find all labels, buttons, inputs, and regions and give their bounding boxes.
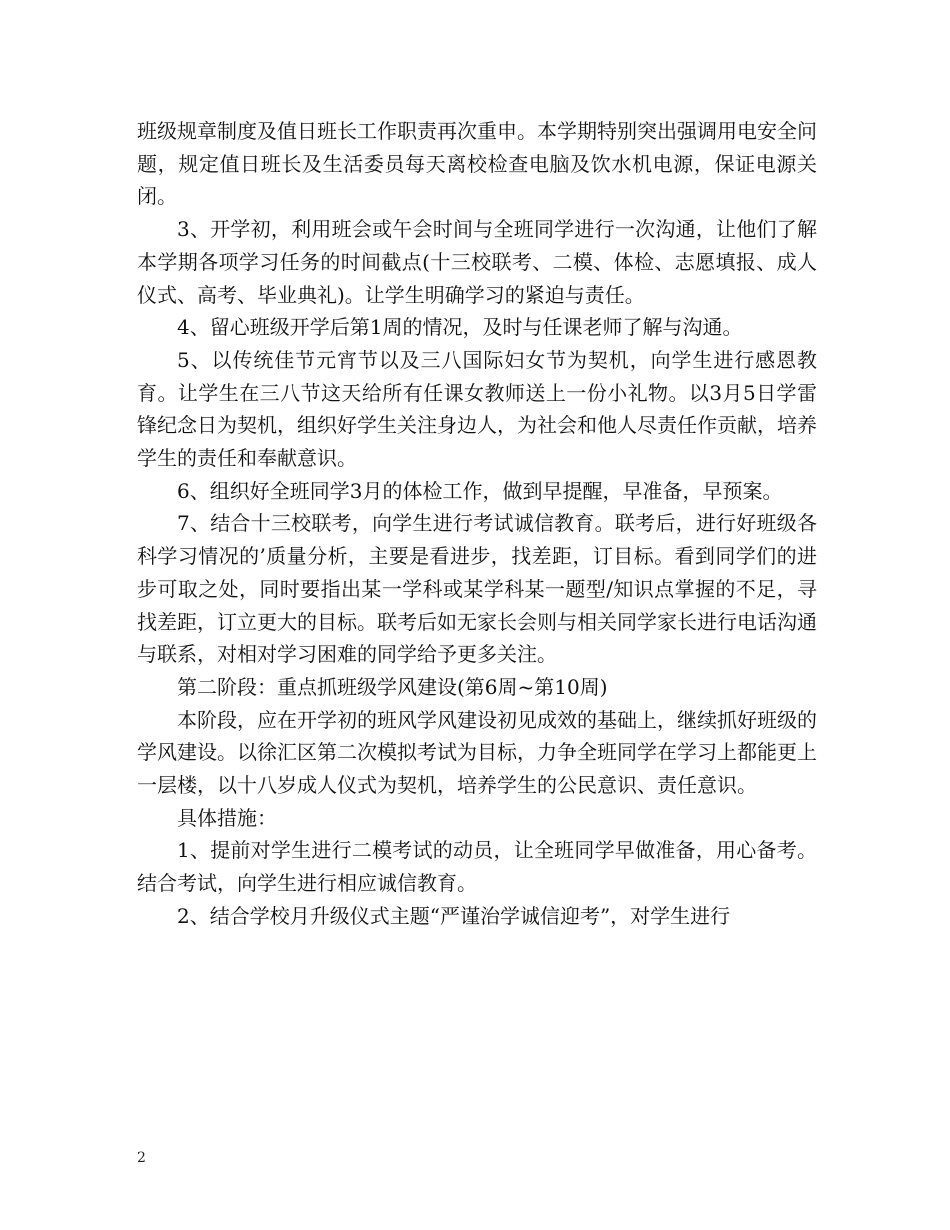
paragraph-5: 6、组织好全班同学3月的体检工作，做到早提醒，早准备，早预案。 xyxy=(177,478,783,503)
paragraph-3: 4、留心班级开学后第1周的情况，及时与任课老师了解与沟通。 xyxy=(177,315,743,340)
paragraph-8: 本阶段，应在开学初的班风学风建设初见成效的基础上，继续抓好班级的学风建设。以徐汇区第二次模拟考试为目标，力争全班同学在学习上都能更上一层楼，以十八岁成人仪式为契机，培养学生的公民意识、责任意识。 xyxy=(137,707,817,798)
document-body xyxy=(137,115,817,933)
paragraph-4: 5、以传统佳节元宵节以及三八国际妇女节为契机，向学生进行感恩教育。让学生在三八节这天给所有任课女教师送上一份小礼物。以3月5日学雷锋纪念日为契机，组织好学生关注身边人，为社会和他人尽责任作贡献，培养学生的责任和奉献意识。 xyxy=(137,347,817,471)
paragraph-11: 2、结合学校月升级仪式主题“严谨治学诚信迎考”，对学生进行 xyxy=(177,903,731,928)
measures-heading: 具体措施： xyxy=(177,805,277,830)
paragraph-2: 3、开学初，利用班会或午会时间与全班同学进行一次沟通，让他们了解本学期各项学习任务的时间截点(十三校联考、二模、体检、志愿填报、成人仪式、高考、毕业典礼)。让学生明确学习的紧迫与责任。 xyxy=(137,217,817,307)
page-number: 2 xyxy=(137,1150,146,1166)
paragraph-6: 7、结合十三校联考，向学生进行考试诚信教育。联考后，进行好班级各科学习情况的’质量分析，主要是看进步，找差距，订目标。看到同学们的进步可取之处，同时要指出某一学科或某学科某一题型/知识点掌握的不足，寻找差距，订立更大的目标。联考后如无家长会则与相关同学家长进行电话沟通与联系，对相对学习困难的同学给予更多关注。 xyxy=(137,511,817,667)
section-heading-stage-two: 第二阶段：重点抓班级学风建设(第6周~第10周) xyxy=(177,674,608,699)
paragraph-1: 班级规章制度及值日班长工作职责再次重申。本学期特别突出强调用电安全问题，规定值日班长及生活委员每天离校检查电脑及饮水机电源，保证电源关闭。 xyxy=(137,119,817,209)
paragraph-10: 1、提前对学生进行二模考试的动员，让全班同学早做准备，用心备考。结合考试，向学生进行相应诚信教育。 xyxy=(137,838,817,896)
